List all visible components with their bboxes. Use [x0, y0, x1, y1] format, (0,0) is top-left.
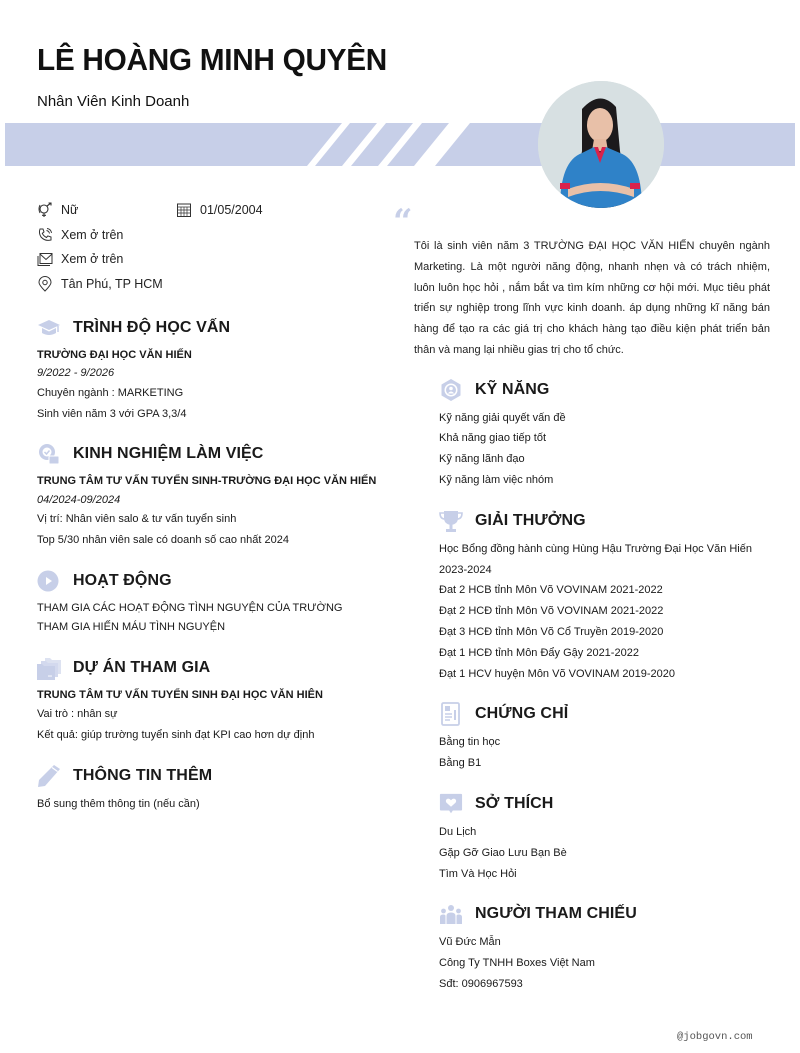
play-circle-icon: [37, 569, 61, 593]
award-item: Đạt 1 HCV huyện Môn Võ VOVINAM 2019-2020: [439, 668, 676, 680]
contact-phone: [37, 227, 123, 243]
project-line: Vai trò : nhân sự: [37, 708, 118, 720]
contact-address: [37, 276, 163, 292]
header-band: [5, 123, 795, 166]
calendar-icon: [176, 202, 192, 218]
gear-briefcase-icon: [37, 442, 61, 466]
section-references-header: [439, 902, 637, 926]
gender-icon: [37, 202, 53, 218]
project-line: Kết quả: giúp trường tuyển sinh đạt KPI cao hơn dự định: [37, 729, 315, 741]
section-title: NGƯỜI THAM CHIẾU: [475, 905, 637, 922]
award-item: 2023-2024: [439, 564, 492, 576]
users-group-icon: [439, 902, 463, 926]
person-photo-icon: [538, 81, 664, 208]
skill-item: Kỹ năng làm việc nhóm: [439, 474, 554, 486]
certificate-item: Bằng B1: [439, 757, 482, 769]
section-title: TRÌNH ĐỘ HỌC VẤN: [73, 319, 231, 336]
email-icon: [37, 251, 53, 267]
section-hobbies-header: [439, 792, 553, 816]
experience-organization: TRUNG TÂM TƯ VẤN TUYỂN SINH-TRƯỜNG ĐẠI HỌC VĂN HIẾN: [37, 475, 377, 487]
education-period: 9/2022 - 9/2026: [37, 367, 115, 379]
experience-line: Top 5/30 nhân viên sale có doanh số cao nhất 2024: [37, 534, 289, 546]
education-line: Chuyên ngành : MARKETING: [37, 387, 184, 399]
section-additional-header: [37, 764, 212, 788]
gender-value: Nữ: [61, 203, 79, 217]
candidate-role: Nhân Viên Kinh Doanh: [37, 93, 190, 110]
section-certificates-header: [439, 702, 568, 726]
activity-line: THAM GIA CÁC HOẠT ĐỘNG TÌNH NGUYỆN CỦA TRƯỜNG: [37, 602, 343, 614]
section-skills-header: [439, 378, 549, 402]
experience-line: Vị trí: Nhân viên salo & tư vấn tuyển sinh: [37, 513, 237, 525]
section-education-header: [37, 316, 230, 340]
award-item: Đạt 2 HCĐ tỉnh Môn Võ VOVINAM 2021-2022: [439, 605, 664, 617]
section-title: DỰ ÁN THAM GIA: [73, 659, 211, 676]
section-awards-header: [439, 509, 586, 533]
birthday-value: 01/05/2004: [200, 203, 263, 217]
additional-line: Bổ sung thêm thông tin (nếu cần): [37, 798, 200, 810]
quote-icon: “: [393, 202, 413, 242]
section-title: KINH NGHIỆM LÀM VIỆC: [73, 445, 264, 462]
certificate-document-icon: [439, 702, 463, 726]
section-title: GIẢI THƯỞNG: [475, 512, 586, 529]
heart-message-icon: [439, 792, 463, 816]
education-school: TRƯỜNG ĐẠI HỌC VĂN HIẾN: [37, 349, 192, 361]
award-item: Đạt 1 HCĐ tỉnh Môn Đẩy Gậy 2021-2022: [439, 647, 639, 659]
hobby-item: Tìm Và Học Hỏi: [439, 868, 517, 880]
phone-icon: [37, 227, 53, 243]
email-value: Xem ở trên: [61, 252, 124, 266]
phone-value: Xem ở trên: [61, 228, 124, 242]
trophy-icon: [439, 509, 463, 533]
skill-item: Khả năng giao tiếp tốt: [439, 432, 547, 444]
reference-company: Công Ty TNHH Boxes Việt Nam: [439, 957, 595, 969]
location-icon: [37, 276, 53, 292]
contact-gender: [37, 202, 78, 218]
skill-item: Kỹ năng giải quyết vấn đề: [439, 412, 566, 424]
hobby-item: Du Lịch: [439, 826, 477, 838]
section-title: SỞ THÍCH: [475, 795, 554, 812]
experience-period: 04/2024-09/2024: [37, 494, 121, 506]
section-title: KỸ NĂNG: [475, 381, 550, 398]
contact-email: [37, 251, 123, 267]
profile-photo: [538, 81, 664, 208]
section-activities-header: [37, 569, 172, 593]
user-gear-icon: [439, 378, 463, 402]
watermark: @jobgovn.com: [677, 1031, 753, 1043]
diagonal-stripes-decoration: [5, 123, 795, 166]
award-item: Học Bổng đồng hành cùng Hùng Hậu Trường Đại Học Văn Hiến: [439, 543, 752, 555]
contact-birthday: [176, 202, 263, 218]
project-organization: TRUNG TÂM TƯ VẤN TUYỂN SINH ĐẠI HỌC VĂN HIÊN: [37, 689, 323, 701]
address-value: Tân Phú, TP HCM: [61, 277, 163, 291]
section-projects-header: [37, 656, 210, 680]
award-item: Đạt 3 HCĐ tỉnh Môn Võ Cổ Truyền 2019-2020: [439, 626, 664, 638]
certificate-item: Bằng tin học: [439, 736, 501, 748]
graduation-cap-icon: [37, 316, 61, 340]
folders-icon: [37, 656, 61, 680]
pencil-icon: [37, 764, 61, 788]
section-experience-header: [37, 442, 263, 466]
career-summary: Tôi là sinh viên năm 3 TRƯỜNG ĐẠI HỌC VĂN HIẾN chuyên ngành Marketing. Là một người năng động, nhanh nhẹn và có trách nhiệm, luôn luôn học hỏi , nắm bắt va tìm kím những cơ hội mới. Mục tiêu phát triển sự nghiệp trong lĩnh vực kinh doanh. áp dụng những kĩ năng bán hàng để tạo ra các giá trị cho khách hàng tạo điều kiện phát triển bản thân và mang lại nhiều gias trị cho tổ chức.: [414, 240, 770, 356]
section-title: HOẠT ĐỘNG: [73, 572, 172, 589]
hobby-item: Gặp Gỡ Giao Lưu Bạn Bè: [439, 847, 567, 859]
candidate-name: LÊ HOÀNG MINH QUYÊN: [37, 42, 388, 77]
skill-item: Kỹ năng lãnh đạo: [439, 453, 525, 465]
education-line: Sinh viên năm 3 với GPA 3,3/4: [37, 408, 187, 420]
reference-name: Vũ Đức Mẫn: [439, 936, 501, 948]
reference-phone: Sđt: 0906967593: [439, 978, 523, 990]
activity-line: THAM GIA HIẾN MÁU TÌNH NGUYỆN: [37, 621, 226, 633]
section-title: THÔNG TIN THÊM: [73, 767, 213, 784]
award-item: Đat 2 HCB tỉnh Môn Võ VOVINAM 2021-2022: [439, 584, 663, 596]
section-title: CHỨNG CHỈ: [475, 705, 569, 722]
